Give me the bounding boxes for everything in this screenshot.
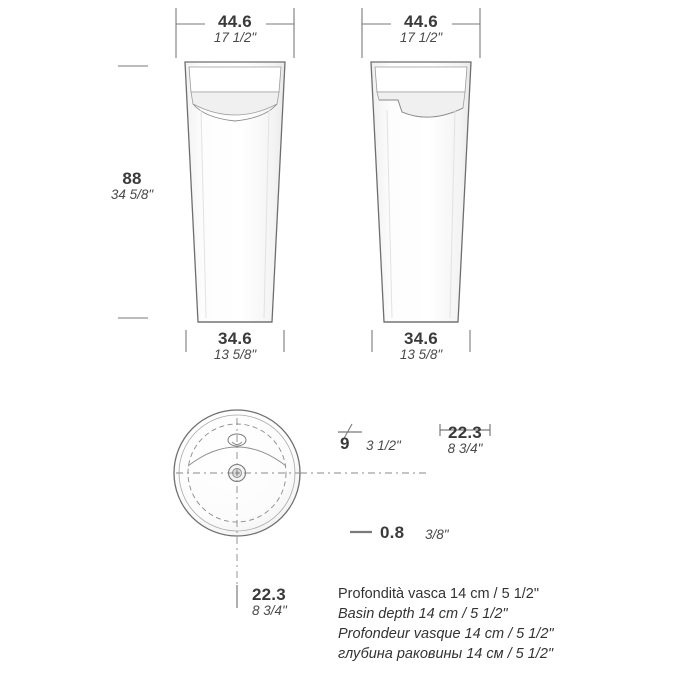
height-metric: 88 (122, 169, 142, 188)
front-elevation-view (185, 62, 285, 322)
plan-drain-offset-imperial: 3 1/2" (366, 438, 401, 453)
note-french: Profondeur vasque 14 cm / 5 1/2" (338, 626, 554, 642)
plan-drain-offset-label (340, 435, 350, 453)
front-top-width-label (214, 13, 256, 46)
front-rim (189, 67, 281, 92)
height-label (111, 170, 153, 203)
front-top-width-metric: 44.6 (218, 12, 252, 31)
side-bottom-width-imperial: 13 5/8" (399, 347, 443, 363)
front-bottom-width-metric: 34.6 (218, 329, 252, 348)
basin-depth-notes (338, 584, 554, 664)
front-top-width-imperial: 17 1/2" (213, 30, 257, 46)
plan-diameter-imperial: 8 3/4" (447, 441, 483, 457)
side-bottom-width-metric: 34.6 (404, 329, 438, 348)
note-english: Basin depth 14 cm / 5 1/2" (338, 606, 508, 622)
plan-diameter-metric: 22.3 (448, 423, 482, 442)
plan-drain-offset-imperial-wrap (366, 437, 401, 454)
note-italian: Profondità vasca 14 cm / 5 1/2" (338, 586, 540, 602)
side-rim (375, 67, 467, 92)
plan-diameter-label (448, 424, 483, 457)
note-russian: глубина раковины 14 см / 5 1/2" (338, 646, 554, 662)
plan-front-offset-imperial: 8 3/4" (252, 603, 287, 619)
plan-front-offset-label (252, 586, 287, 619)
plan-drain-offset-metric: 9 (340, 434, 350, 453)
side-top-width-imperial: 17 1/2" (399, 30, 443, 46)
height-imperial: 34 5/8" (110, 187, 154, 203)
plan-thickness-imperial: 3/8" (425, 527, 449, 542)
side-top-width-metric: 44.6 (404, 12, 438, 31)
side-bottom-width-label (400, 330, 442, 363)
front-bottom-width-imperial: 13 5/8" (213, 347, 257, 363)
side-top-width-label (400, 13, 442, 46)
plan-thickness-imperial-wrap (425, 526, 449, 543)
plan-thickness-label (380, 524, 404, 542)
side-elevation-view (371, 62, 471, 322)
front-bottom-width-label (214, 330, 256, 363)
plan-thickness-metric: 0.8 (380, 523, 405, 542)
plan-front-offset-metric: 22.3 (252, 585, 286, 604)
